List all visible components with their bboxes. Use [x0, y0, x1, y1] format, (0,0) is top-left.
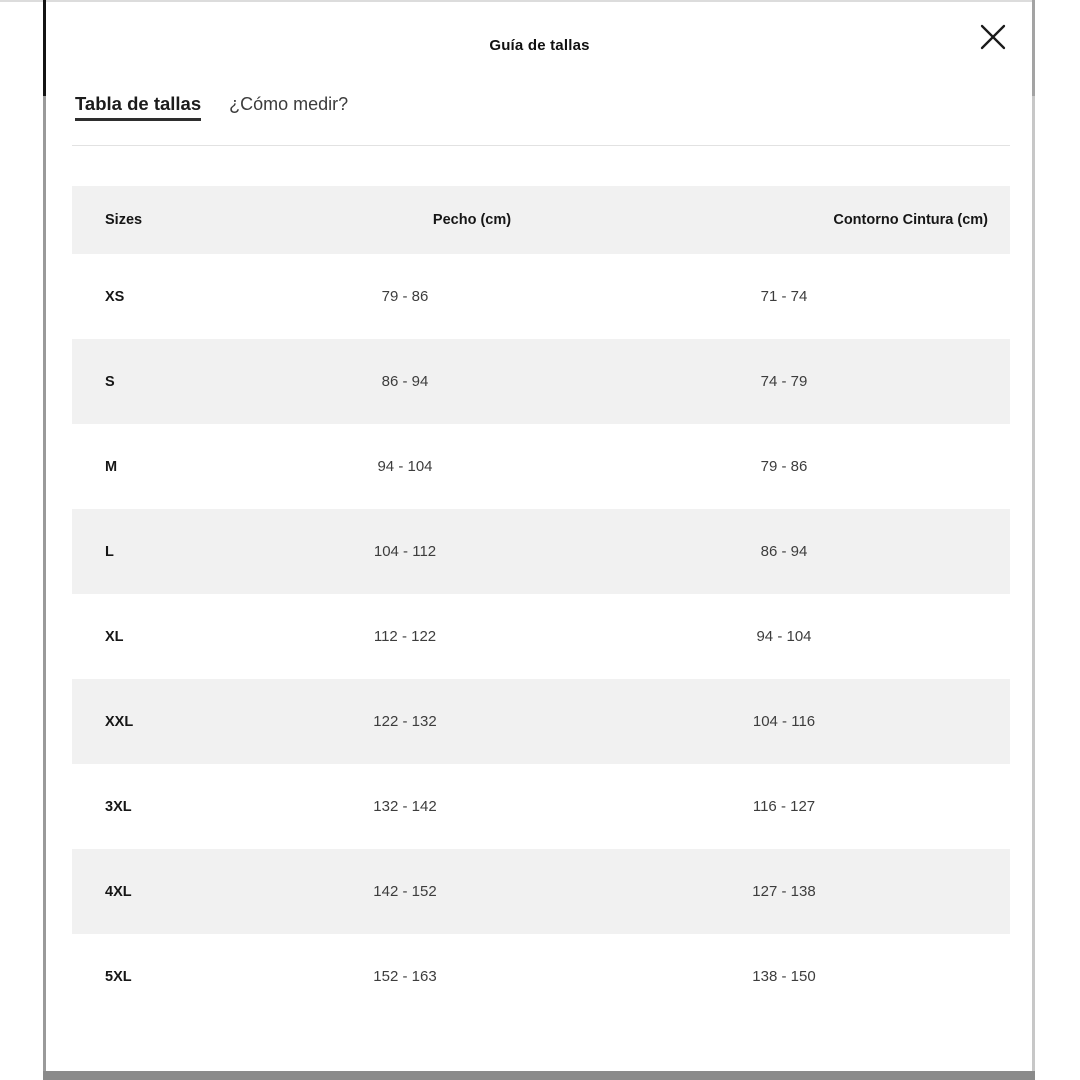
table-row — [72, 764, 1010, 849]
table-row — [72, 254, 1010, 339]
close-icon — [978, 22, 1008, 52]
table-row — [72, 849, 1010, 934]
chest-cell: 86 - 94 — [381, 373, 429, 390]
waist-cell: 138 - 150 — [752, 968, 816, 985]
size-cell: L — [105, 543, 114, 560]
chest-cell: 104 - 112 — [373, 543, 437, 560]
table-body — [72, 254, 1010, 1019]
waist-cell: 104 - 116 — [752, 713, 816, 730]
chest-cell: 112 - 122 — [373, 628, 437, 645]
waist-cell: 127 - 138 — [752, 883, 816, 900]
chest-cell: 122 - 132 — [373, 713, 437, 730]
chest-cell: 142 - 152 — [373, 883, 437, 900]
waist-cell: 79 - 86 — [760, 458, 808, 475]
waist-cell: 74 - 79 — [760, 373, 808, 390]
tab-how-to-measure[interactable]: ¿Cómo medir? — [229, 94, 349, 114]
tabs-divider — [72, 145, 1010, 146]
table-row — [72, 424, 1010, 509]
table-row — [72, 934, 1010, 1019]
size-cell: M — [105, 458, 118, 475]
size-cell: 3XL — [105, 798, 132, 815]
chest-cell: 94 - 104 — [377, 458, 433, 475]
modal-bottom-edge — [43, 1071, 1035, 1080]
modal-title: Guía de tallas — [489, 37, 590, 54]
modal-right-edge — [1032, 0, 1035, 1071]
size-cell: XXL — [105, 713, 134, 730]
tab-size-chart[interactable]: Tabla de tallas — [75, 93, 201, 121]
size-cell: 4XL — [105, 883, 132, 900]
size-cell: S — [105, 373, 115, 390]
waist-cell: 94 - 104 — [756, 628, 812, 645]
modal-top-edge — [0, 0, 1033, 2]
table-row — [72, 679, 1010, 764]
table-row — [72, 594, 1010, 679]
modal-left-edge — [43, 0, 46, 1080]
header-waist: Contorno Cintura (cm) — [833, 212, 988, 228]
tab-bar — [75, 93, 348, 121]
header-size: Sizes — [105, 212, 143, 228]
close-button[interactable] — [975, 19, 1011, 55]
waist-cell: 116 - 127 — [752, 798, 816, 815]
size-cell: 5XL — [105, 968, 132, 985]
table-row — [72, 339, 1010, 424]
table-header-row — [72, 186, 1010, 254]
chest-cell: 152 - 163 — [373, 968, 437, 985]
chest-cell: 79 - 86 — [381, 288, 429, 305]
waist-cell: 71 - 74 — [760, 288, 808, 305]
size-cell: XL — [105, 628, 124, 645]
chest-cell: 132 - 142 — [373, 798, 437, 815]
header-chest: Pecho (cm) — [432, 212, 512, 228]
size-table — [72, 186, 1010, 1019]
table-row — [72, 509, 1010, 594]
size-cell: XS — [105, 288, 125, 305]
waist-cell: 86 - 94 — [760, 543, 808, 560]
